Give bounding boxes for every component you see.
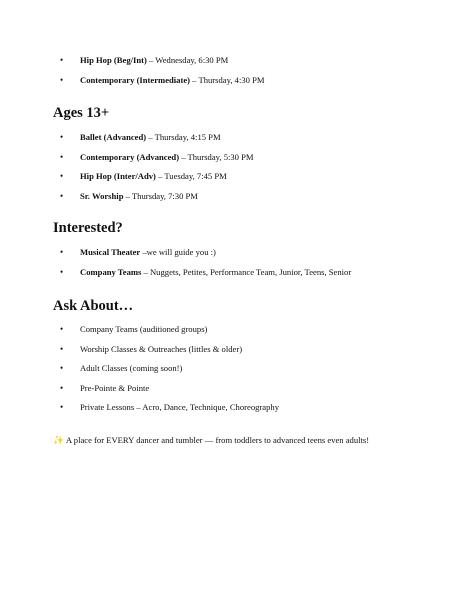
list-item [0, 401, 456, 421]
tagline-text: A place for EVERY dancer and tumbler — from toddlers to advanced teens even adults! [64, 435, 370, 445]
class-schedule: – Thursday, 4:15 PM [146, 132, 221, 142]
ask-item-text: Worship Classes & Outreaches (littles & older) [80, 343, 243, 354]
class-schedule: – Tuesday, 7:45 PM [155, 171, 227, 181]
class-schedule: – Thursday, 7:30 PM [123, 190, 198, 201]
bullet: • [60, 343, 64, 354]
bullet: • [60, 402, 64, 412]
class-schedule: – Thursday, 4:30 PM [190, 74, 265, 85]
bullet: • [60, 266, 64, 277]
list-item [0, 190, 456, 210]
class-name: Sr. Worship [80, 190, 124, 201]
class-name: Hip Hop (Beg/Int) [80, 55, 147, 65]
list-item [0, 246, 456, 266]
ask-item-text: Adult Classes (coming soon!) [80, 363, 183, 373]
heading-ages-13-plus: Ages 13+ [53, 105, 110, 121]
sparkle-icon: ✨ [53, 435, 65, 445]
bullet: • [60, 363, 64, 373]
list-item [0, 323, 456, 343]
class-name: Contemporary (Advanced) [80, 151, 180, 162]
tagline [53, 434, 369, 446]
class-name: Ballet (Advanced) [80, 132, 147, 142]
list-item [0, 382, 456, 402]
bullet: • [60, 324, 64, 334]
program-name: Company Teams [80, 266, 142, 277]
list-item [0, 343, 456, 363]
ask-item-text: Company Teams (auditioned groups) [80, 324, 208, 334]
class-schedule: – Thursday, 5:30 PM [179, 151, 254, 162]
heading-interested: Interested? [53, 220, 123, 236]
bullet: • [60, 132, 64, 142]
class-list-continued [0, 54, 456, 93]
interested-list [0, 246, 456, 285]
ask-about-list [0, 323, 456, 421]
program-detail: – Nuggets, Petites, Performance Team, Junior, Teens, Senior [141, 266, 352, 277]
ask-item-text: Pre-Pointe & Pointe [80, 382, 150, 393]
list-item [0, 362, 456, 382]
list-item [0, 74, 456, 94]
bullet: • [60, 190, 64, 201]
bullet: • [60, 74, 64, 85]
program-detail: –we will guide you :) [140, 247, 216, 257]
bullet: • [60, 55, 64, 65]
list-item [0, 151, 456, 171]
program-name: Musical Theater [80, 247, 141, 257]
class-name: Hip Hop (Inter/Adv) [80, 171, 156, 181]
bullet: • [60, 382, 64, 393]
list-item [0, 266, 456, 286]
class-name: Contemporary (Intermediate) [80, 74, 191, 85]
heading-ask-about: Ask About… [53, 298, 134, 314]
bullet: • [60, 171, 64, 181]
ask-item-text: Private Lessons – Acro, Dance, Technique, Choreography [80, 402, 279, 412]
list-item [0, 54, 456, 74]
bullet: • [60, 151, 64, 162]
class-schedule: – Wednesday, 6:30 PM [146, 55, 229, 65]
class-list-ages-13-plus [0, 131, 456, 209]
list-item [0, 170, 456, 190]
list-item [0, 131, 456, 151]
bullet: • [60, 247, 64, 257]
